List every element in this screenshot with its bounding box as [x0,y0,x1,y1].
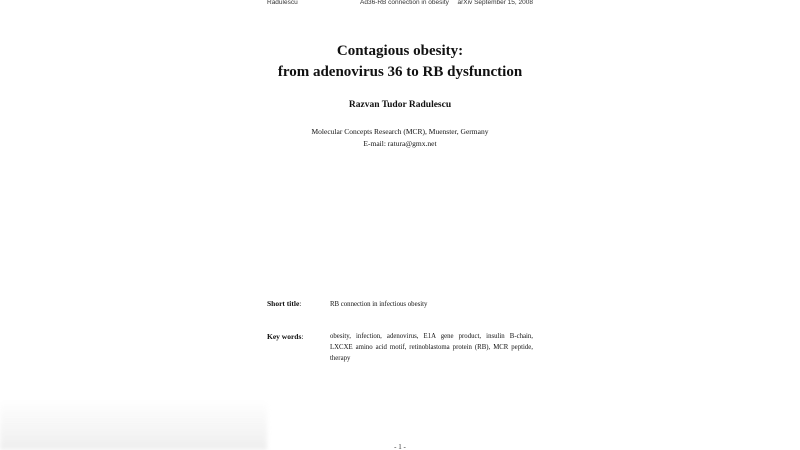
author-name: Razvan Tudor Radulescu [348,100,452,110]
paper-title-line-1: Contagious obesity: [336,43,464,59]
key-words-colon: : [301,332,304,341]
header-source: arXiv September 15, 2008 [457,0,533,6]
header-short-title: Ad36-RB connection in obesity [360,0,449,6]
affiliation: Molecular Concepts Research (MCR), Muenster, Germany [311,127,489,136]
key-words-value: obesity, infection, adenovirus, E1A gene product, insulin B-chain, LXCXE amino acid motif, retinoblastoma protein (RB), MCR peptide, therapy [330,333,533,362]
short-title-colon: : [299,299,302,308]
running-header [267,0,533,9]
header-author: Radulescu [267,0,298,6]
short-title-label-text: Short title [267,299,300,308]
page-number: - 1 - [394,443,406,450]
short-title-value: RB connection in infectious obesity [330,301,428,308]
author-email: E-mail: ratura@gmx.net [363,139,437,148]
paper-title-line-2: from adenovirus 36 to RB dysfunction [277,64,523,80]
key-words-label [267,332,303,341]
key-words-label-text: Key words [267,332,302,341]
short-title-label [267,299,301,308]
